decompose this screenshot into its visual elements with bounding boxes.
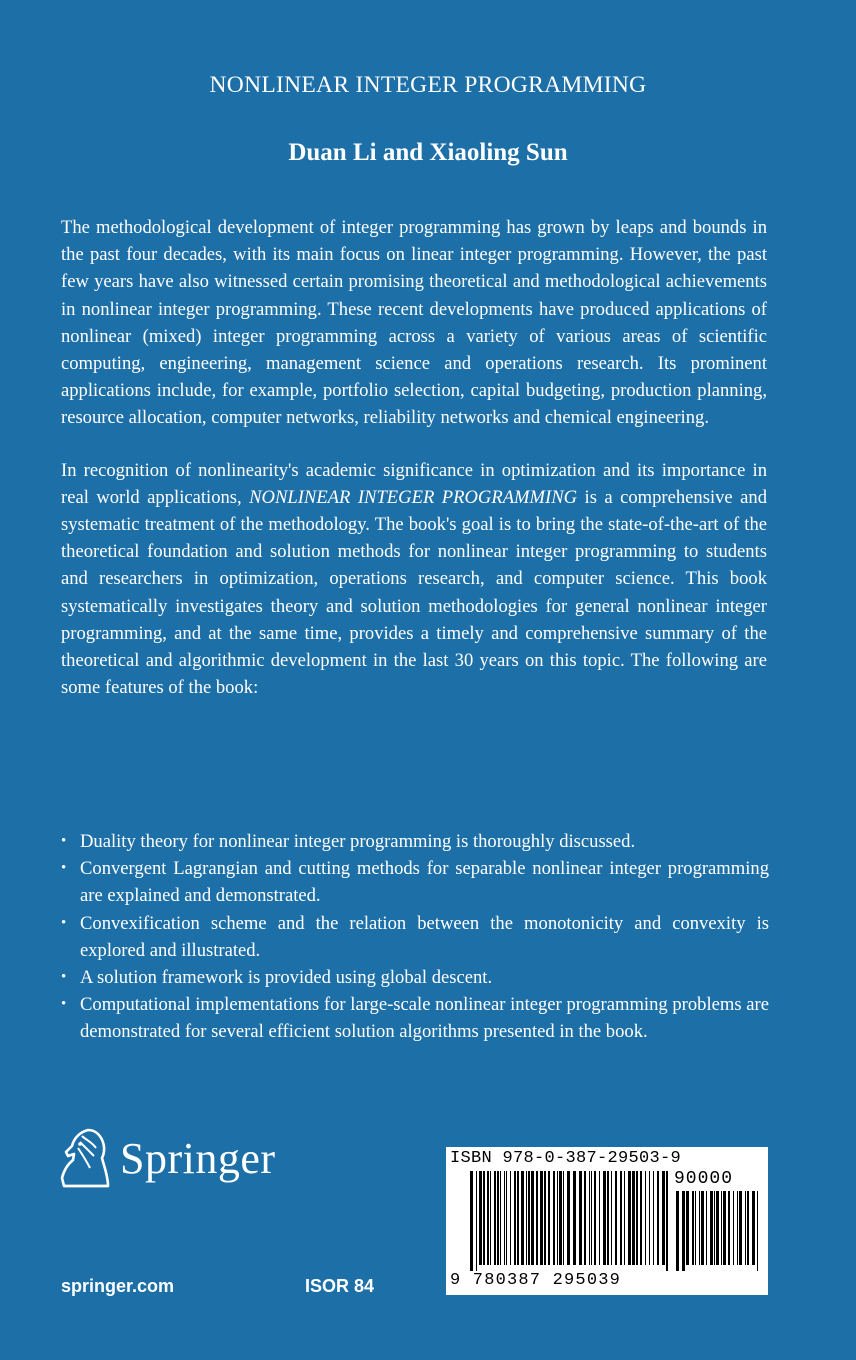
- barcode-bar: [728, 1191, 730, 1265]
- barcode-panel: [446, 1147, 768, 1295]
- publisher-name: Springer: [120, 1133, 276, 1183]
- bullet-icon: •: [61, 969, 67, 986]
- bullet-icon: •: [61, 996, 67, 1013]
- barcode-bar: [536, 1171, 538, 1265]
- springer-logo: [58, 1125, 288, 1191]
- barcode-bar: [521, 1171, 524, 1265]
- barcode-bar: [487, 1171, 489, 1265]
- book-authors: Duan Li and Xiaoling Sun: [288, 139, 568, 166]
- description-paragraph-1: The methodological development of integer programming has grown by leaps and bounds in the past four decades, with its main focus on linear integer programming. However, the past few years have also witnessed certain promising theoretical and methodological achievements in nonlinear integer programming. These recent developments have produced applications of nonlinear (mixed) integer programming across a variety of various areas of scientific computing, engineering, management science and operations research. Its prominent applications include, for example, portfolio selection, capital budgeting, production planning, resource allocation, computer networks, reliability networks and chemical engineering.: [61, 217, 767, 429]
- barcode-bar: [476, 1171, 477, 1271]
- barcode-bar: [747, 1191, 749, 1265]
- book-title: NONLINEAR INTEGER PROGRAMMING: [209, 72, 647, 98]
- barcode-bar: [657, 1171, 659, 1265]
- barcode-bar: [628, 1171, 631, 1265]
- barcode-bar: [632, 1171, 635, 1265]
- barcode-bar: [504, 1171, 505, 1265]
- barcode-bar: [589, 1171, 590, 1265]
- barcode-bar: [701, 1191, 704, 1265]
- barcode-bar: [752, 1191, 755, 1265]
- barcode-bar: [607, 1171, 609, 1265]
- barcode-bar: [624, 1171, 625, 1265]
- barcode-bar: [692, 1191, 694, 1265]
- barcode-bar: [737, 1191, 738, 1265]
- barcode-bar: [666, 1171, 668, 1271]
- barcode-bar: [636, 1171, 638, 1265]
- barcode-bar: [531, 1171, 534, 1265]
- barcode-bar: [567, 1171, 570, 1265]
- barcode-bar: [553, 1171, 555, 1265]
- barcode-bar: [640, 1171, 642, 1265]
- barcode-bar: [483, 1171, 485, 1265]
- barcode-bar: [517, 1171, 519, 1265]
- bullet-icon: •: [61, 860, 67, 877]
- barcode-bar: [645, 1171, 646, 1265]
- barcode-bar: [500, 1171, 501, 1265]
- barcode-bar: [676, 1191, 679, 1271]
- barcode-bar: [548, 1171, 550, 1265]
- ean-barcode-icon: [470, 1171, 670, 1271]
- barcode-bar: [733, 1191, 734, 1265]
- barcode-bar: [591, 1171, 592, 1265]
- barcode-bar: [603, 1171, 606, 1265]
- barcode-bar: [653, 1171, 654, 1265]
- springer-horse-icon: [58, 1126, 116, 1190]
- feature-item: • Convexification scheme and the relation between the monotonicity and convexity is explored and illustrated.: [61, 910, 769, 964]
- description: [61, 214, 767, 701]
- barcode-bar: [716, 1191, 719, 1265]
- feature-item: • Computational implementations for large-scale nonlinear integer programming problems are demonstrated for several efficient solution algorithms presented in the book.: [61, 991, 769, 1045]
- barcode-bar: [714, 1191, 715, 1265]
- barcode-bar: [528, 1171, 530, 1265]
- barcode-bar: [649, 1171, 650, 1265]
- paragraph-2-rest: is a comprehensive and systematic treatment of the methodology. The book's goal is to bring the state-of-the-art of the theoretical foundation and solution methods for nonlinear integer programming to students and researchers in optimization, operations research, and computer science. This book systematically investigates theory and solution methodologies for general nonlinear integer programming, and at the same time, provides a timely and comprehensive summary of the theoretical and algorithmic development in the last 30 years on this topic. The following are some features of the book:: [61, 486, 767, 699]
- publisher-website: springer.com: [61, 1276, 175, 1296]
- barcode-bar: [559, 1171, 562, 1265]
- barcode-bar: [584, 1171, 586, 1265]
- barcode-bar: [470, 1171, 473, 1271]
- isbn-text: ISBN 978-0-387-29503-9: [450, 1149, 682, 1168]
- description-paragraph-2: [61, 457, 767, 702]
- price-code: 90000: [674, 1169, 734, 1189]
- price-barcode-icon: [676, 1191, 762, 1271]
- barcode-bar: [739, 1191, 742, 1265]
- barcode-bar: [510, 1171, 511, 1265]
- barcode-bar: [721, 1191, 722, 1265]
- feature-item: • Convergent Lagrangian and cutting methods for separable nonlinear integer programming are explained and demonstrated.: [61, 855, 769, 909]
- barcode-bar: [506, 1171, 507, 1265]
- barcode-bar: [544, 1171, 546, 1265]
- barcode-bar: [557, 1171, 558, 1265]
- ean-digits: 9 780387 295039: [450, 1271, 622, 1290]
- barcode-bar: [723, 1191, 726, 1265]
- paragraph-2-book-title: NONLINEAR INTEGER PROGRAMMING: [249, 486, 578, 508]
- barcode-bar: [745, 1191, 746, 1265]
- series-number: ISOR 84: [305, 1276, 375, 1296]
- feature-list: [61, 828, 769, 1046]
- barcode-bar: [594, 1171, 596, 1265]
- bullet-icon: •: [61, 914, 67, 931]
- barcode-bar: [514, 1171, 516, 1265]
- barcode-bar: [686, 1191, 689, 1265]
- barcode-bar: [682, 1191, 685, 1271]
- barcode-bar: [526, 1171, 527, 1265]
- barcode-bar: [710, 1191, 713, 1265]
- barcode-bar: [563, 1171, 564, 1265]
- barcode-bar: [494, 1171, 496, 1265]
- barcode-bar: [695, 1191, 696, 1265]
- barcode-bar: [620, 1171, 622, 1265]
- feature-item: • A solution framework is provided using global descent.: [61, 964, 769, 991]
- bullet-icon: •: [61, 833, 67, 849]
- barcode-bar: [540, 1171, 543, 1265]
- barcode-bar: [497, 1171, 499, 1265]
- barcode-bar: [573, 1171, 576, 1265]
- barcode-bar: [615, 1171, 617, 1265]
- barcode-bar: [490, 1171, 491, 1265]
- barcode-bar: [662, 1171, 665, 1265]
- barcode-bar: [611, 1171, 612, 1265]
- barcode-bar: [579, 1171, 582, 1265]
- barcode-bar: [706, 1191, 707, 1265]
- barcode-bar: [757, 1191, 758, 1271]
- feature-item: • Duality theory for nonlinear integer programming is thoroughly discussed.: [61, 828, 769, 855]
- barcode-bar: [699, 1191, 700, 1265]
- barcode-bar: [479, 1171, 482, 1265]
- barcode-bar: [599, 1171, 600, 1265]
- paragraph-2-lead: In recognition of nonlinearity's academic significance in optimization and its importance in real world applications,: [61, 459, 767, 508]
